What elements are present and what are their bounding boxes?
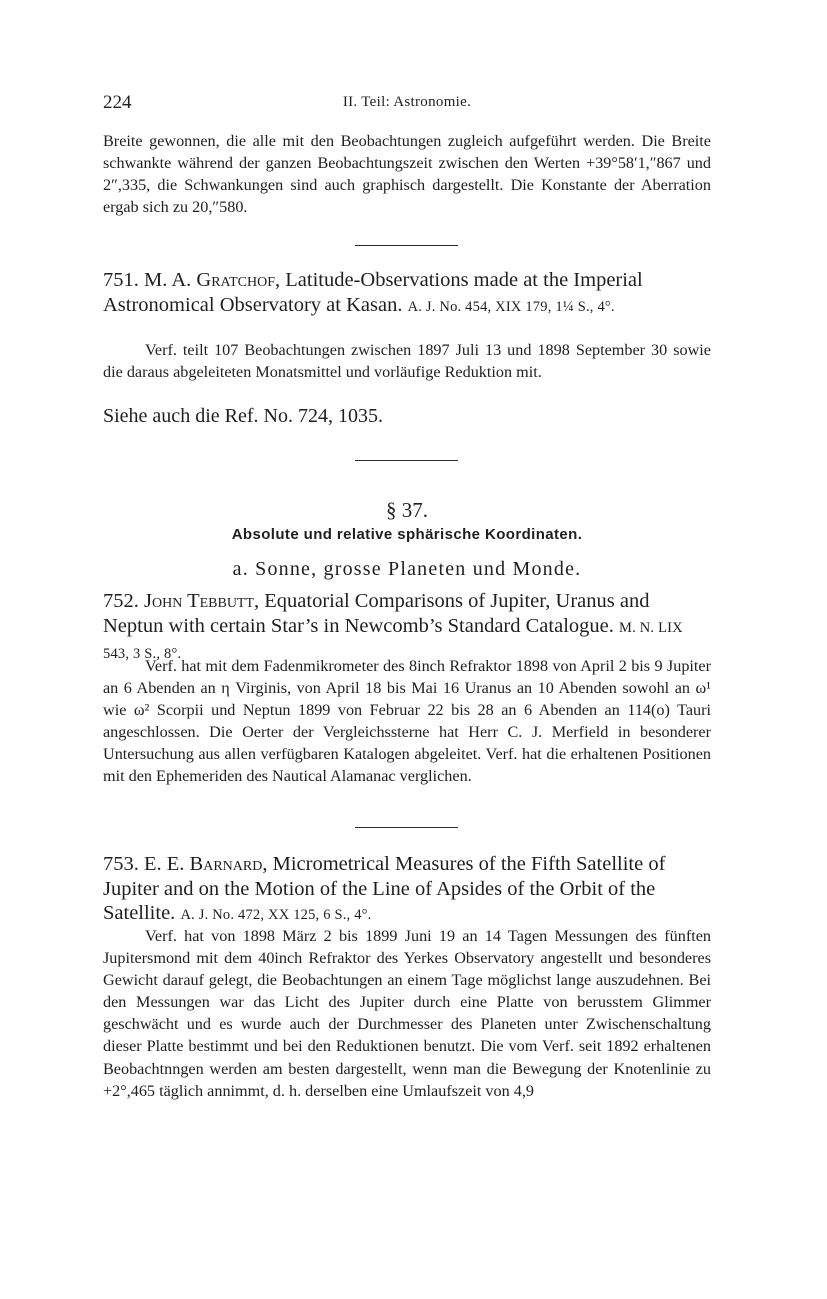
section-heading: Absolute und relative sphärische Koordinaten. (231, 526, 583, 543)
entry-751-heading (103, 268, 711, 319)
page-header (103, 92, 711, 114)
separator-rule (355, 245, 458, 246)
entry-753-number: 753. (103, 853, 139, 875)
entry-752-body: Verf. hat mit dem Fadenmikrometer des 8inch Refraktor 1898 von April 2 bis 9 Jupiter an 6 Abenden an η Virginis, von April 18 bis Mai 16 Uranus an 10 Abenden sowohl an ω¹ wie ω² Scorpii und Neptun 1899 von Februar 22 bis 28 an 6 Abenden an 114(o) Tauri angeschlossen. Die Oerter der Vergleichssterne hat Herr C. J. Merfield in besonderer Untersuchung aus allen verfügbaren Katalogen abgeleitet. Verf. hat die erhaltenen Positionen mit den Ephemeriden des Nautical Alamanac verglichen. (103, 657, 711, 786)
entry-752-title: Equatorial Comparisons of Jupiter, Uranus and Neptun with certain Star’s in Newcomb’s Standard Catalogue. (103, 590, 650, 637)
intro-paragraph: Breite gewonnen, die alle mit den Beobachtungen zugleich aufgeführt werden. Die Breite schwankte während der ganzen Beobachtungszeit zwischen den Werten +39°58′1,″867 und 2″,335, die Schwankungen sind auch graphisch dargestellt. Die Konstante der Aberration ergab sich zu 20,″580. (103, 132, 711, 217)
entry-753-title: Micrometrical Measures of the Fifth Satellite of Jupiter and on the Motion of the Line of Apsides of the Orbit of the Satellite. (103, 853, 666, 924)
entry-753-author: E. E. Barnard, (144, 853, 268, 875)
entry-751-author: M. A. Gratchof, (144, 269, 281, 291)
separator-rule (355, 827, 458, 828)
entry-751-body: Verf. teilt 107 Beobachtungen zwischen 1897 Juli 13 und 1898 September 30 sowie die daraus abgeleiteten Monatsmittel und vorläufige Reduktion mit. (103, 341, 711, 382)
entry-752-author: John Tebbutt, (144, 590, 260, 612)
entry-751-title: Latitude-Observations made at the Imperial Astronomical Observatory at Kasan. (103, 269, 643, 316)
page-number: 224 (103, 92, 132, 113)
see-also: Siehe auch die Ref. No. 724, 1035. (103, 405, 383, 427)
entry-752-number: 752. (103, 590, 139, 612)
entry-753-citation: A. J. No. 472, XX 125, 6 S., 4°. (180, 907, 372, 923)
entry-751-citation: A. J. No. 454, XIX 179, 1¼ S., 4°. (407, 298, 615, 315)
separator-rule (355, 460, 458, 461)
entry-751-number: 751. (103, 269, 139, 291)
entry-752-citation: M. N. LIX 543, 3 S., 8°. (103, 619, 683, 662)
entry-753-heading (103, 852, 711, 928)
entry-753-body: Verf. hat von 1898 März 2 bis 1899 Juni 19 an 14 Tagen Messungen des fünften Jupitersmond mit dem 40inch Refraktor des Yerkes Observatory angestellt und besonderes Gewicht darauf gelegt, die Beobachtungen an einem Tage möglichst lange auszudehnen. Bei den Messungen war das Licht des Jupiter durch eine Platte von berusstem Glimmer geschwächt und es wurde auch der Durchmesser des Planeten unter Zwischenschaltung dieser Platte bestimmt und bei den Reduktionen benutzt. Die vom Verf. seit 1892 erhaltenen Beobachtnngen werden am besten dargestellt, wenn man die Bewegung der Knotenlinie zu +2°,465 täglich annimmt, d. h. derselben eine Umlaufszeit von 4,9 (103, 927, 711, 1100)
subsection-heading: a. Sonne, grosse Planeten und Monde. (232, 558, 582, 580)
section-number: § 37. (386, 498, 428, 522)
running-head: II. Teil: Astronomie. (342, 94, 472, 110)
